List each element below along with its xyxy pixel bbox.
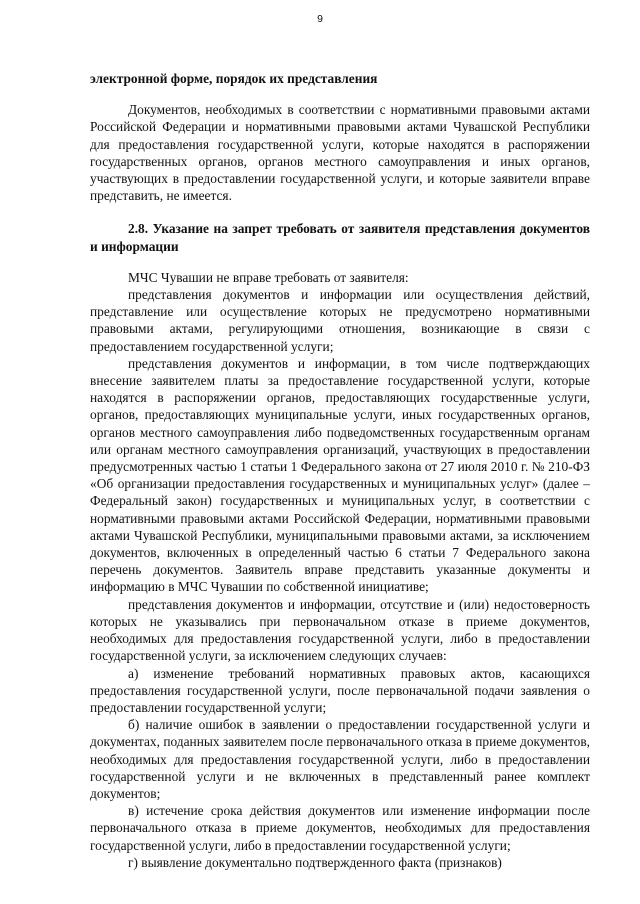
paragraph: представления документов и информации, в том числе подтверждающих внесение заявителем платы за предоставление государственной услуги, которые находятся в распоряжении органов, предоставляющих государственные услуги, органов, предоставляющих муниципальные услуги, иных государственных органов, органов местного самоуправления либо подведомственных государственным органам или органам местного самоуправления организаций, участвующих в предоставлении предусмотренных частью 1 статьи 1 Федерального закона от 27 июля 2010 г. № 210-ФЗ «Об организации предоставления государственных и муниципальных услуг» (далее – Федеральный закон) государственных и муниципальных услуг, в соответствии с нормативными правовыми актами Российской Федерации, нормативными правовыми актами Чувашской Республики, муниципальными правовыми актами, за исключением документов, включенных в определенный частью 6 статьи 7 Федерального закона перечень документов. Заявитель вправе представить указанные документы и информацию в МЧС Чувашии по собственной инициативе; xyxy=(90,355,590,595)
paragraph: представления документов и информации, отсутствие и (или) недостоверность которых не указывались при первоначальном отказе в приеме документов, необходимых для предоставления государственной услуги, либо в предоставлении государственной услуги, за исключением следующих случаев: xyxy=(90,596,590,664)
intro-paragraph: Документов, необходимых в соответствии с нормативными правовыми актами Российской Федерации и нормативными правовыми актами Чувашской Республики для предоставления государственной услуги, которые находятся в распоряжении государственных органов, органов местного самоуправления и иных органов, участвующих в предоставлении государственной услуги, и которые заявители вправе представить, не имеется. xyxy=(90,102,590,204)
section-heading: 2.8. Указание на запрет требовать от заявителя представления документов и информации xyxy=(90,221,590,254)
paragraph: МЧС Чувашии не вправе требовать от заявителя: xyxy=(128,269,409,285)
paragraph: представления документов и информации или осуществления действий, представление или осуществление которых не предусмотрено нормативными правовыми актами, регулирующими отношения, возникающие в связи с предоставлением государственной услуги; xyxy=(90,287,590,354)
list-item: б) наличие ошибок в заявлении о предоставлении государственной услуги и документах, поданных заявителем после первоначального отказа в приеме документов, необходимых для предоставления государственной услуги, либо в предоставлении государственной услуги и не включенных в представленный ранее комплект документов; xyxy=(90,717,590,801)
page-number: 9 xyxy=(317,13,323,25)
intro-heading-tail: электронной форме, порядок их представления xyxy=(90,71,378,86)
page-body xyxy=(90,70,590,871)
list-item: а) изменение требований нормативных правовых актов, касающихся предоставления государственной услуги, после первоначальной подачи заявления о предоставлении государственной услуги; xyxy=(90,665,590,715)
list-item: в) истечение срока действия документов или изменение информации после первоначального отказа в приеме документов, необходимых для предоставления государственной услуги, либо в предоставлении государственной услуги; xyxy=(90,803,590,853)
list-item: г) выявление документально подтвержденного факта (признаков) xyxy=(128,854,502,870)
